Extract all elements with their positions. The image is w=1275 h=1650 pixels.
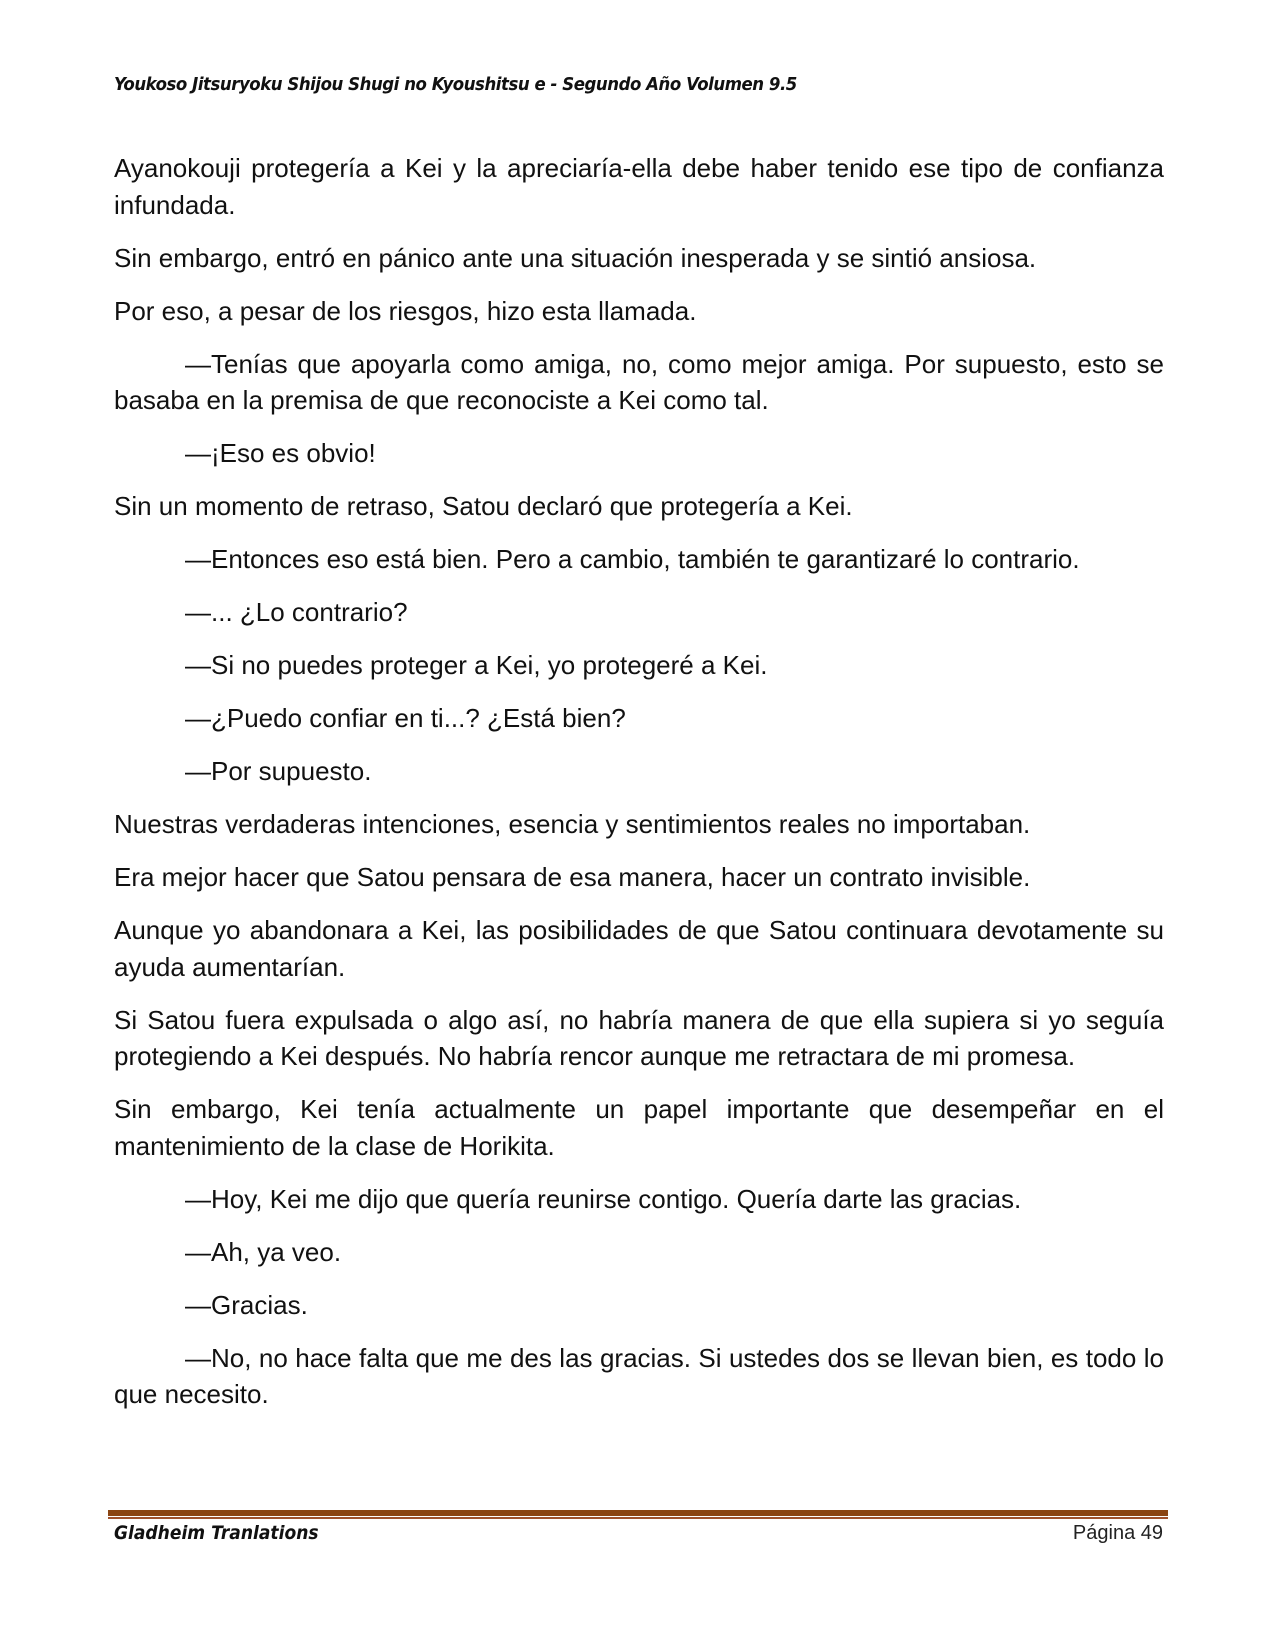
dialogue-paragraph: —Por supuesto. bbox=[185, 756, 372, 786]
paragraph: Sin embargo, Kei tenía actualmente un papel importante que desempeñar en el mantenimiento de la clase de Horikita. bbox=[114, 1094, 1164, 1161]
dialogue-paragraph: —Ah, ya veo. bbox=[185, 1236, 342, 1267]
dialogue-paragraph: —Gracias. bbox=[185, 1289, 308, 1320]
dialogue-paragraph: —... ¿Lo contrario? bbox=[185, 597, 408, 627]
dialogue-paragraph: —No, no hace falta que me des las gracias. Si ustedes dos se llevan bien, es todo lo que necesito. bbox=[114, 1342, 1164, 1409]
paragraph: Ayanokouji protegería a Kei y la apreciaría-ella debe haber tenido ese tipo de confianza infundada. bbox=[114, 153, 1164, 220]
dialogue-paragraph: —Si no puedes proteger a Kei, yo protegeré a Kei. bbox=[185, 650, 768, 680]
dialogue-paragraph: —Entonces eso está bien. Pero a cambio, también te garantizaré lo contrario. bbox=[185, 544, 1080, 574]
paragraph: Sin embargo, entró en pánico ante una situación inesperada y se sintió ansiosa. bbox=[114, 242, 1037, 273]
page-number: Página 49 bbox=[1072, 1522, 1163, 1544]
paragraph: Aunque yo abandonara a Kei, las posibilidades de que Satou continuara devotamente su ayuda aumentarían. bbox=[114, 915, 1164, 982]
paragraph: Si Satou fuera expulsada o algo así, no habría manera de que ella supiera si yo seguía protegiendo a Kei después. No habría rencor aunque me retractara de mi promesa. bbox=[114, 1004, 1164, 1071]
footer-rule bbox=[108, 1510, 1168, 1519]
dialogue-paragraph: —¡Eso es obvio! bbox=[185, 438, 376, 468]
page-body bbox=[114, 150, 1164, 1429]
paragraph: Nuestras verdaderas intenciones, esencia y sentimientos reales no importaban. bbox=[114, 809, 1031, 839]
paragraph: Por eso, a pesar de los riesgos, hizo esta llamada. bbox=[114, 295, 697, 326]
footer-credit: Gladheim Tranlations bbox=[114, 1522, 319, 1544]
dialogue-paragraph: —¿Puedo confiar en ti...? ¿Está bien? bbox=[185, 703, 626, 733]
dialogue-paragraph: —Tenías que apoyarla como amiga, no, como mejor amiga. Por supuesto, esto se basaba en la premisa de que reconociste a Kei como tal. bbox=[114, 348, 1164, 415]
running-header: Youkoso Jitsuryoku Shijou Shugi no Kyoushitsu e - Segundo Año Volumen 9.5 bbox=[114, 74, 797, 95]
paragraph: Era mejor hacer que Satou pensara de esa manera, hacer un contrato invisible. bbox=[114, 862, 1031, 892]
paragraph: Sin un momento de retraso, Satou declaró que protegería a Kei. bbox=[114, 491, 853, 521]
dialogue-paragraph: —Hoy, Kei me dijo que quería reunirse contigo. Quería darte las gracias. bbox=[185, 1183, 1022, 1214]
